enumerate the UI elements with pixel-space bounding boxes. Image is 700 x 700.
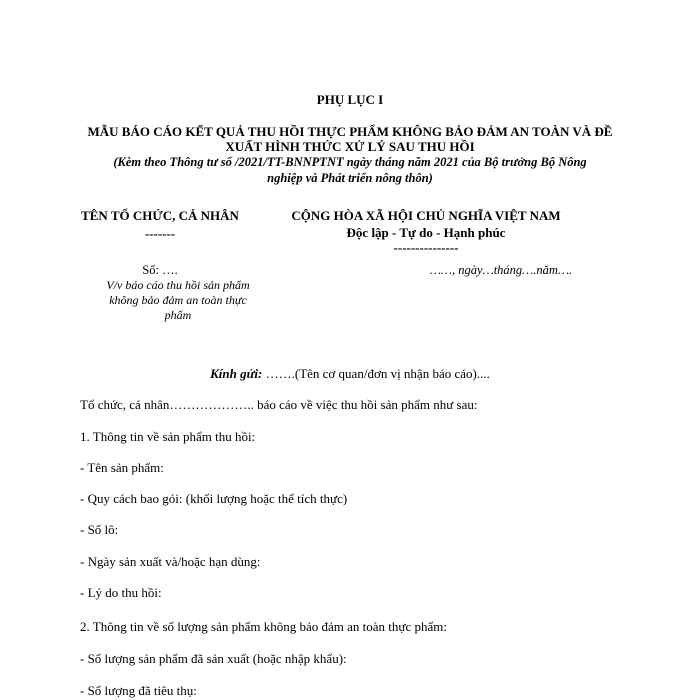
document-number: Số: …. <box>142 263 178 277</box>
body-line-section-2: 2. Thông tin về số lượng sản phẩm không bảo đảm an toàn thực phẩm: <box>80 619 447 634</box>
body-line-lot-number: - Số lô: <box>80 522 119 537</box>
subject-line-3: phẩm <box>164 308 192 322</box>
subject-line-1: V/v báo cáo thu hồi sản phẩm <box>106 278 250 292</box>
recipient-value: …….(Tên cơ quan/đơn vị nhận báo cáo).... <box>262 366 490 381</box>
date-line: ……, ngày…tháng….năm…. <box>429 263 573 277</box>
document-title-line-1: MẪU BÁO CÁO KẾT QUẢ THU HỒI THỰC PHẨM KHÔNG BẢO ĐẢM AN TOÀN VÀ ĐỀ <box>87 124 613 139</box>
organization-divider: ------- <box>144 226 176 241</box>
document-title-line-2: XUẤT HÌNH THỨC XỬ LÝ SAU THU HỒI <box>225 139 475 154</box>
body-line-recall-reason: - Lý do thu hồi: <box>80 585 162 600</box>
recipient-line <box>0 366 700 382</box>
body-line-section-1: 1. Thông tin về sản phẩm thu hồi: <box>80 429 256 444</box>
appendix-title: PHỤ LỤC I <box>316 92 384 107</box>
body-line-product-name: - Tên sản phẩm: <box>80 460 164 475</box>
recipient-label: Kính gửi: <box>210 366 263 381</box>
document-note-line-2: nghiệp và Phát triển nông thôn) <box>267 171 433 185</box>
body-line-packaging: - Quy cách bao gói: (khối lượng hoặc thể tích thực) <box>80 491 348 506</box>
body-line-production-date: - Ngày sản xuất và/hoặc hạn dùng: <box>80 554 261 569</box>
body-line-quantity-consumed: - Số lượng đã tiêu thụ: <box>80 683 197 698</box>
republic-heading: CỘNG HÒA XÃ HỘI CHỦ NGHĨA VIỆT NAM <box>291 208 561 223</box>
body-line-quantity-produced: - Số lượng sản phẩm đã sản xuất (hoặc nhập khẩu): <box>80 651 347 666</box>
body-line-intro: Tổ chức, cá nhân……………….. báo cáo về việc thu hồi sản phẩm như sau: <box>80 397 478 412</box>
document-note-line-1: (Kèm theo Thông tư số /2021/TT-BNNPTNT ngày tháng năm 2021 của Bộ trưởng Bộ Nông <box>113 155 587 169</box>
organization-name: TÊN TỔ CHỨC, CÁ NHÂN <box>81 208 239 223</box>
subject-line-2: không bảo đảm an toàn thực <box>109 293 247 307</box>
motto-divider: --------------- <box>393 240 459 255</box>
national-motto: Độc lập - Tự do - Hạnh phúc <box>346 225 506 240</box>
